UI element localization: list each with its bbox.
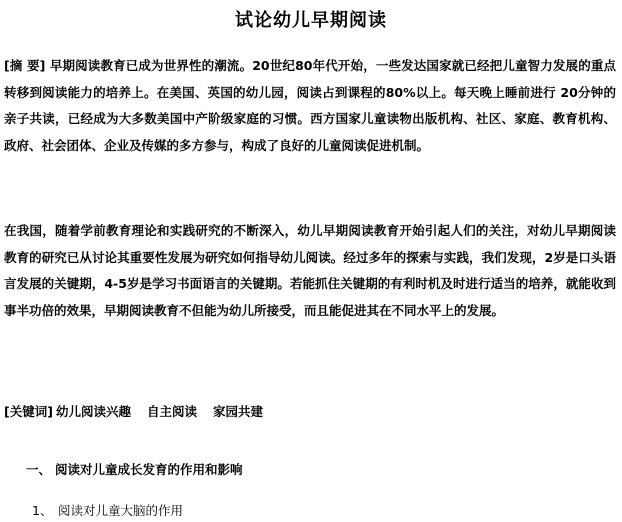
keyword-item: 家园共建 — [212, 404, 263, 419]
subsection-heading — [32, 500, 183, 522]
keywords-line — [4, 401, 616, 423]
body-paragraph: 在我国，随着学前教育理论和实践研究的不断深入，幼儿早期阅读教育开始引起人们的关注，对幼儿早期阅读教育的研究已从讨论其重要性发展为研究如何指导幼儿阅读。经过多年的探索与实践，我们发现，2岁是口头语言发展的关键期，4-5岁是学习书面语言的关键期。若能抓住关键期的有利时机及时进行适当的培养，就能收到事半功倍的效果，早期阅读教育不但能为幼儿所接受，而且能促进其在不同水平上的发展。 — [4, 223, 616, 318]
keyword-item: 幼儿阅读兴趣 — [55, 404, 131, 419]
document-title: 试论幼儿早期阅读 — [235, 10, 387, 31]
keyword-item: 自主阅读 — [146, 404, 197, 419]
subsection-number: 1、 — [32, 503, 53, 518]
subsection-title: 阅读对儿童大脑的作用 — [58, 503, 184, 518]
keywords-label: [关键词] — [4, 404, 53, 419]
section-title: 阅读对儿童成长发育的作用和影响 — [55, 462, 243, 477]
section-number: 一、 — [26, 462, 52, 477]
abstract-paragraph: [摘 要] 早期阅读教育已成为世界性的潮流。20世纪80年代开始，一些发达国家就已经把儿童智力发展的重点转移到阅读能力的培养上。在美国、英国的幼儿园，阅读占到课程的80%以上。每天晚上睡前进行 20分钟的亲子共读，已经成为大多数美国中产阶级家庭的习惯。西方国家儿童读物出版机构、社区、家庭、教育机构、政府、社会团体、企业及传媒的多方参与，构成了良好的儿童阅读促进机制。 — [4, 58, 616, 153]
section-heading — [26, 459, 243, 481]
